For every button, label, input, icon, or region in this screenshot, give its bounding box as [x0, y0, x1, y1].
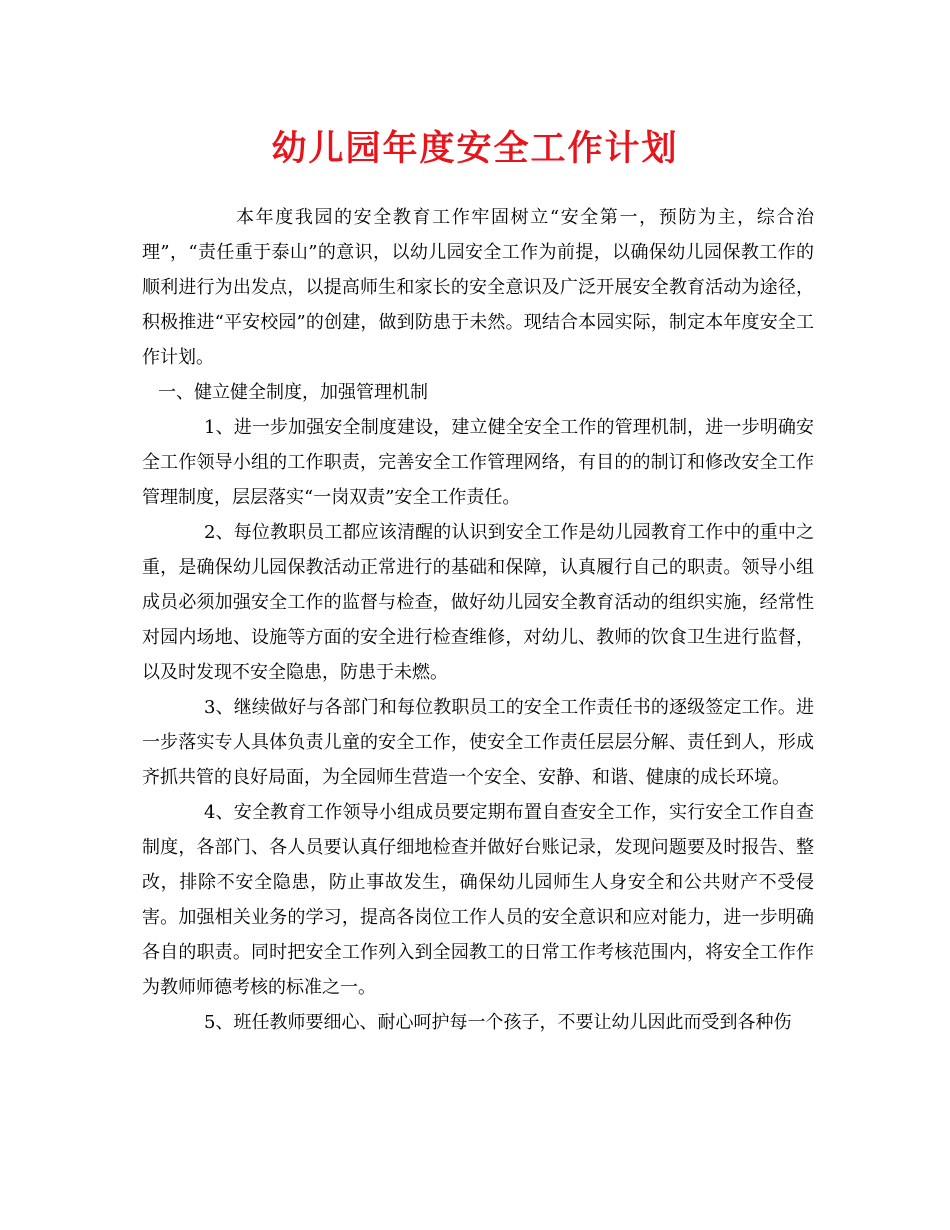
section-heading: 一、健立健全制度，加强管理机制	[158, 382, 428, 403]
intro-paragraph: 本年度我园的安全教育工作牢固树立“安全第一，预防为主，综合治理”，“责任重于泰山”的意识，以幼儿园安全工作为前提，以确保幼儿园保教工作的顺利进行为出发点，以提高师生和家长的安全意识及广泛开展安全教育活动为途径，积极推进“平安校园”的创建，做到防患于未然。现结合本园实际，制定本年度安全工作计划。	[142, 207, 814, 368]
item-paragraph-1: 1、进一步加强安全制度建设，建立健全安全工作的管理机制，进一步明确安全工作领导小组的工作职责，完善安全工作管理网络，有目的的制订和修改安全工作管理制度，层层落实“一岗双责”安全工作责任。	[142, 417, 814, 508]
item-paragraph-4: 4、安全教育工作领导小组成员要定期布置自查安全工作，实行安全工作自查制度，各部门、各人员要认真仔细地检查并做好台账记录，发现问题要及时报告、整改，排除不安全隐患，防止事故发生，确保幼儿园师生人身安全和公共财产不受侵害。加强相关业务的学习，提高各岗位工作人员的安全意识和应对能力，进一步明确各自的职责。同时把安全工作列入到全园教工的日常工作考核范围内，将安全工作作为教师师德考核的标准之一。	[142, 802, 814, 998]
item-paragraph-2: 2、每位教职员工都应该清醒的认识到安全工作是幼儿园教育工作中的重中之重，是确保幼儿园保教活动正常进行的基础和保障，认真履行自己的职责。领导小组成员必须加强安全工作的监督与检查，做好幼儿园安全教育活动的组织实施，经常性对园内场地、设施等方面的安全进行检查维修，对幼儿、教师的饮食卫生进行监督，以及时发现不安全隐患，防患于未燃。	[142, 522, 814, 683]
item-paragraph-5: 5、班任教师要细心、耐心呵护每一个孩子，不要让幼儿因此而受到各种伤	[204, 1012, 792, 1033]
document-body	[142, 200, 814, 1040]
document-title: 幼儿园年度安全工作计划	[271, 128, 679, 169]
item-paragraph-3: 3、继续做好与各部门和每位教职员工的安全工作责任书的逐级签定工作。进一步落实专人具体负责儿童的安全工作，使安全工作责任层层分解、责任到人，形成齐抓共管的良好局面，为全园师生营造一个安全、安静、和谐、健康的成长环境。	[142, 697, 814, 788]
